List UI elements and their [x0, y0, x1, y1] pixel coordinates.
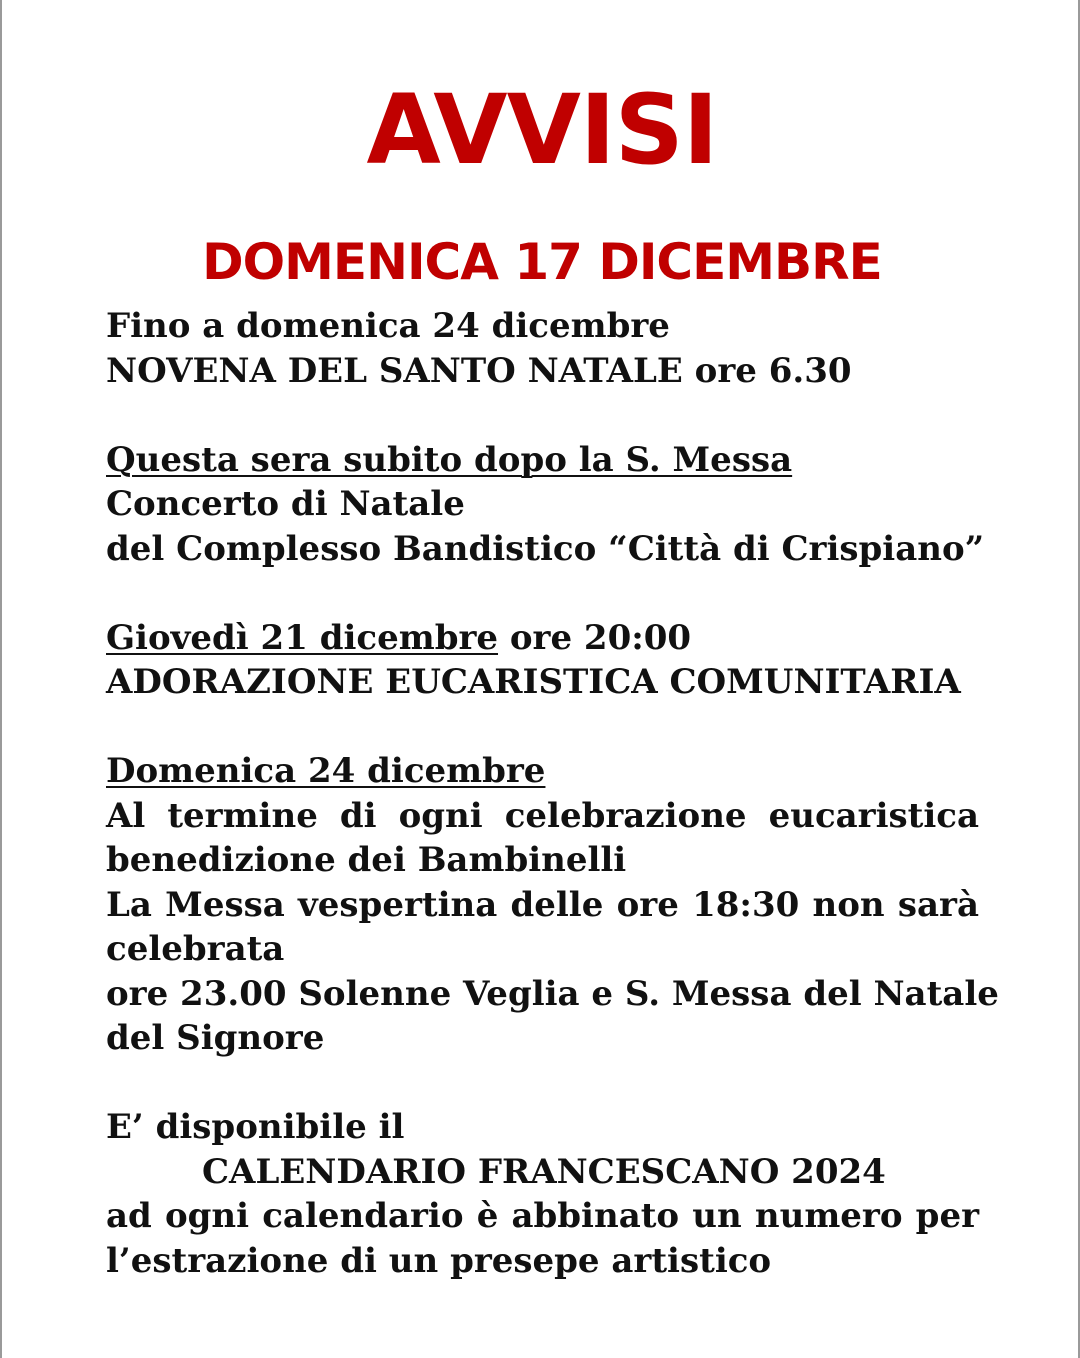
concerto-heading: Questa sera subito dopo la S. Messa — [106, 439, 793, 480]
domenica24-heading: Domenica 24 dicembre — [106, 751, 546, 791]
page-title: AVVISI — [366, 74, 718, 186]
concerto-line-2: del Complesso Bandistico “Città di Crispiano” — [106, 528, 985, 569]
novena-line-2: NOVENA DEL SANTO NATALE ore 6.30 — [106, 350, 852, 391]
concerto-line-1: Concerto di Natale — [106, 484, 465, 524]
novena-line-1: Fino a domenica 24 dicembre — [106, 306, 670, 346]
domenica24-line-3: La Messa vespertina delle ore 18:30 non sarà — [106, 884, 979, 925]
domenica24-line-2: benedizione dei Bambinelli — [106, 840, 627, 880]
adorazione-line-1: ADORAZIONE EUCARISTICA COMUNITARIA — [106, 662, 961, 702]
notices-body — [106, 304, 999, 1283]
domenica24-line-4: celebrata — [106, 929, 285, 969]
adorazione-date: Giovedì 21 dicembre — [106, 617, 499, 658]
page-subtitle-date: DOMENICA 17 DICEMBRE — [202, 233, 882, 291]
domenica24-line-5: ore 23.00 Solenne Veglia e S. Messa del Natale — [106, 973, 999, 1014]
calendario-line-4: l’estrazione di un presepe artistico — [106, 1240, 772, 1281]
spacer — [106, 393, 979, 438]
domenica24-line-6: del Signore — [106, 1018, 325, 1058]
adorazione-heading — [106, 616, 979, 661]
calendario-line-1: E’ disponibile il — [106, 1107, 405, 1147]
domenica24-block — [106, 749, 979, 794]
adorazione-time: ore 20:00 — [498, 617, 692, 658]
calendario-line-3: ad ogni calendario è abbinato un numero per — [106, 1196, 979, 1236]
spacer — [106, 571, 979, 616]
concerto-block — [106, 438, 979, 483]
calendario-line-2: CALENDARIO FRANCESCANO 2024 — [202, 1151, 886, 1192]
domenica24-line-1: Al termine di ogni celebrazione eucaristica — [106, 795, 979, 836]
spacer — [106, 705, 979, 750]
spacer — [106, 1061, 979, 1106]
